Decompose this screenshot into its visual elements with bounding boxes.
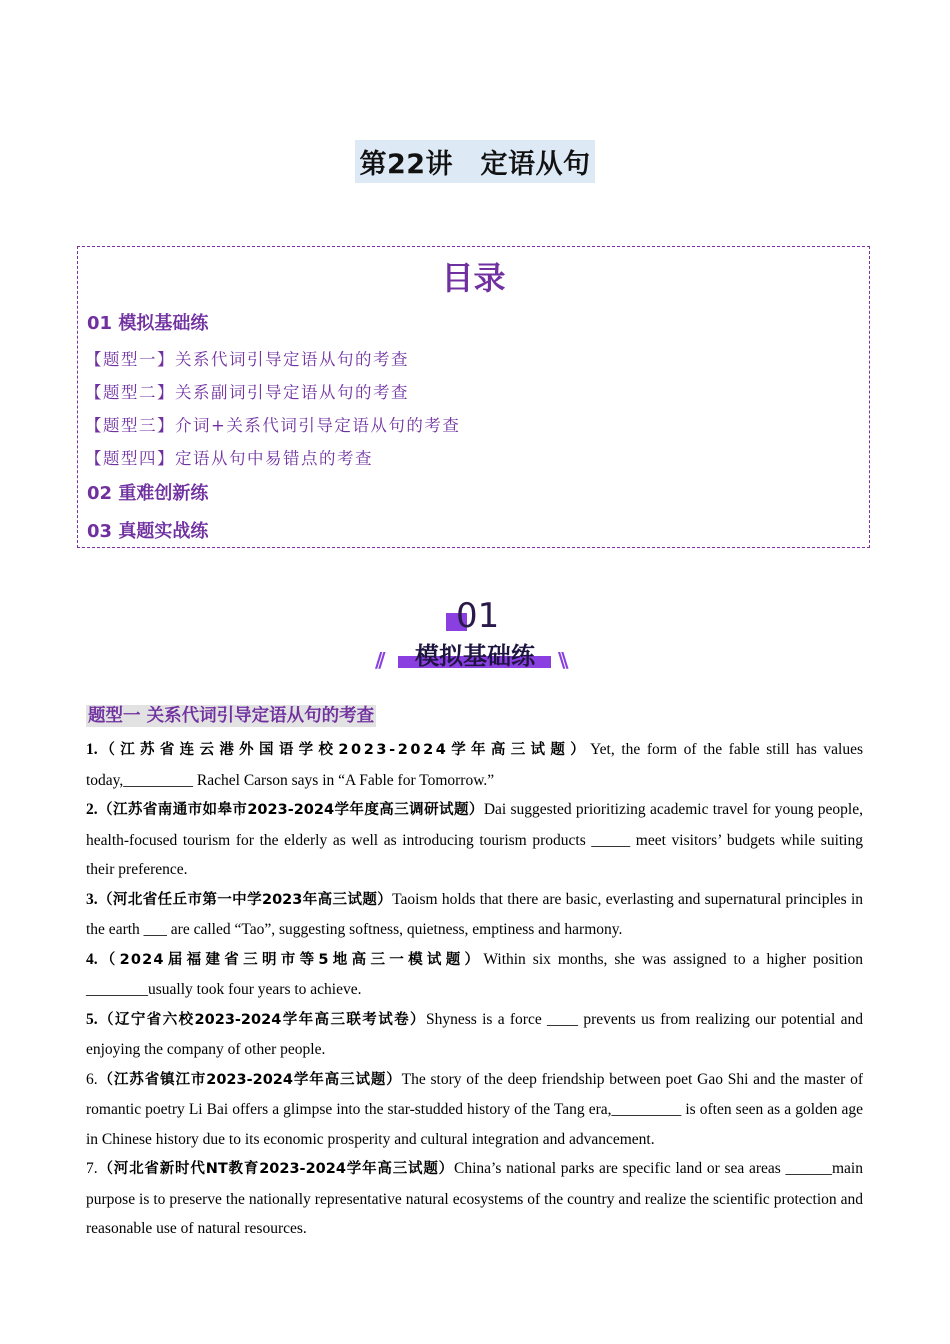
question-text: Taoism holds that there are basic, everlasting and supernatural principles in the earth ___ are called “Tao”, suggesting softness, quietness, emptiness and harmony. — [86, 890, 863, 938]
toc-item-type-1[interactable]: 【题型一】关系代词引导定语从句的考查 — [85, 350, 409, 369]
banner-left-decoration: // — [375, 648, 382, 672]
question-text: Dai suggested prioritizing academic travel for young people, health-focused tourism for the elderly as well as introducing tourism products _____ meet visitors’ budgets while suiting their preference. — [86, 801, 863, 878]
banner-number: 01 — [456, 596, 500, 636]
question-text: The story of the deep friendship between poet Gao Shi and the master of romantic poetry Li Bai offers a glimpse into the star-studded history of the Tang era,_________ is often seen as a golden age in Chinese history due to its economic prosperity and cultural integration and advancement. — [86, 1070, 864, 1148]
question-text: Yet, the form of the fable still has values today,_________ Rachel Carson says in “A Fable for Tomorrow.” — [86, 741, 863, 789]
question-text: China’s national parks are specific land or sea areas ______main purpose is to preserve the nationally representative natural ecosystems of the country and realize the scientific protection and reasonable use of natural resources. — [86, 1160, 863, 1237]
question-number: 3. — [86, 890, 98, 908]
type-heading — [86, 702, 376, 727]
question-source: （河北省任丘市第一中学2023年高三试题） — [97, 891, 393, 908]
toc-section-3[interactable]: 03 真题实战练 — [87, 521, 209, 542]
toc-section-2[interactable]: 02 重难创新练 — [87, 483, 209, 504]
table-of-contents — [77, 246, 870, 548]
toc-item-type-4[interactable]: 【题型四】定语从句中易错点的考查 — [85, 449, 373, 468]
question-source: （江苏省镇江市2023-2024学年高三试题） — [97, 1071, 402, 1088]
type-heading-text: 题型一 关系代词引导定语从句的考查 — [88, 706, 375, 726]
question-1 — [86, 735, 863, 795]
document-title-text: 第22讲 定语从句 — [355, 140, 594, 183]
question-2 — [86, 795, 863, 885]
document-title — [0, 140, 950, 183]
question-text: Within six months, she was assigned to a higher position ________usually took four years to achieve. — [86, 950, 863, 998]
question-number: 5. — [86, 1010, 98, 1028]
question-source: （2024届福建省三明市等5地高三一模试题） — [97, 951, 484, 968]
question-number: 6. — [86, 1070, 98, 1088]
banner-right-decoration: \\ — [558, 648, 565, 672]
question-source: （江苏省连云港外国语学校2023-2024学年高三试题） — [97, 742, 591, 758]
question-number: 2. — [86, 801, 98, 818]
toc-section-1[interactable]: 01 模拟基础练 — [87, 313, 209, 334]
question-source: （江苏省南通市如皋市2023-2024学年度高三调研试题） — [97, 802, 484, 818]
toc-item-type-3[interactable]: 【题型三】介词+关系代词引导定语从句的考查 — [85, 416, 461, 435]
question-5 — [86, 1005, 863, 1065]
question-4 — [86, 945, 863, 1005]
question-source: （河北省新时代NT教育2023-2024学年高三试题） — [97, 1161, 455, 1177]
section-banner — [370, 596, 580, 678]
question-6 — [86, 1065, 863, 1155]
question-text: Shyness is a force ____ prevents us from realizing our potential and enjoying the company of other people. — [86, 1010, 864, 1058]
question-number: 1. — [86, 741, 98, 758]
question-number: 7. — [86, 1160, 98, 1177]
toc-heading: 目录 — [441, 259, 506, 297]
toc-item-type-2[interactable]: 【题型二】关系副词引导定语从句的考查 — [85, 383, 409, 402]
question-3 — [86, 885, 863, 945]
question-source: （辽宁省六校2023-2024学年高三联考试卷） — [97, 1011, 426, 1028]
question-7 — [86, 1154, 863, 1244]
banner-label: 模拟基础练 — [415, 642, 535, 670]
question-list — [86, 735, 863, 1244]
question-number: 4. — [86, 950, 98, 968]
